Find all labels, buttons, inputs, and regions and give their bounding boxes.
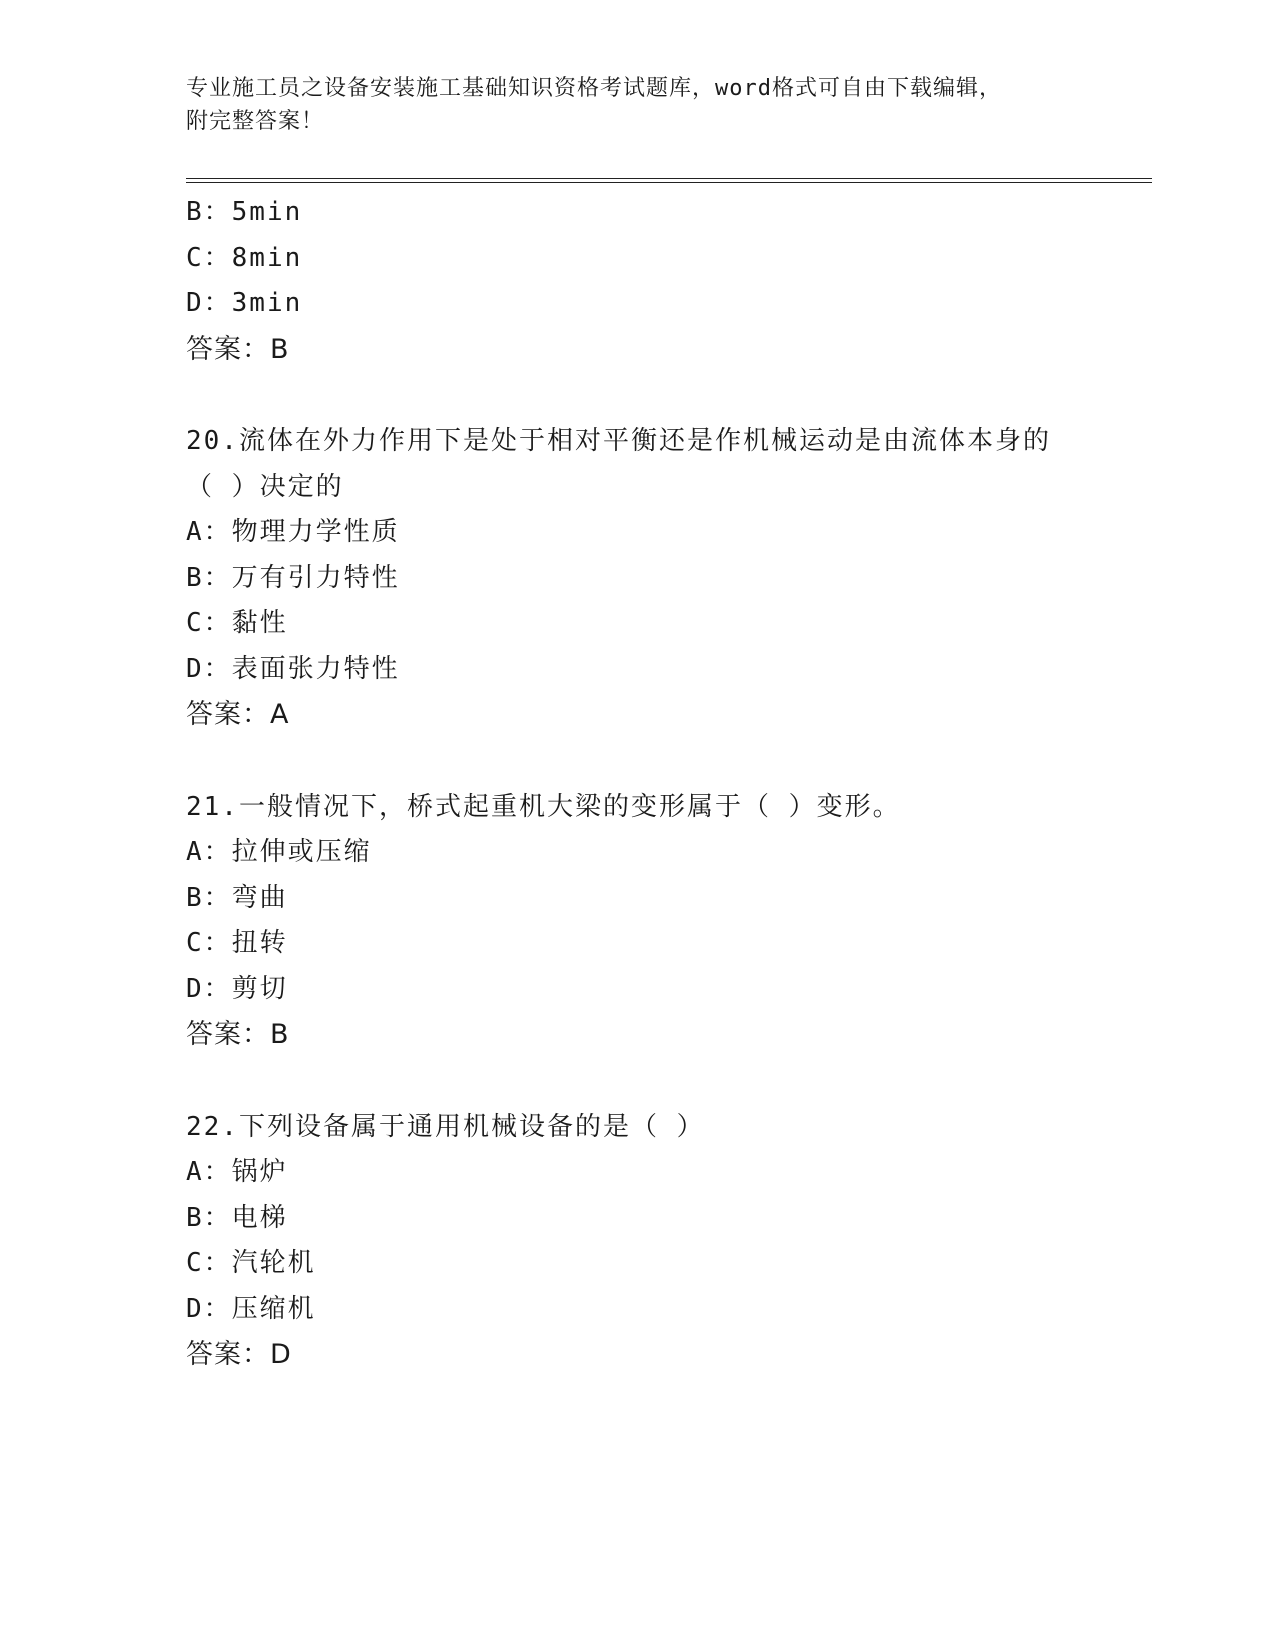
header-line-1: 专业施工员之设备安装施工基础知识资格考试题库，word格式可自由下载编辑， <box>186 76 1002 101</box>
option-b: B：万有引力特性 <box>186 562 400 593</box>
question-21 <box>186 785 1146 1058</box>
option-d: D：3min <box>186 288 303 318</box>
option-c: C：汽轮机 <box>186 1248 316 1278</box>
option-a: A：锅炉 <box>186 1157 288 1187</box>
question-stem: 21.一般情况下，桥式起重机大梁的变形属于（ ）变形。 <box>186 791 901 822</box>
answer: 答案：D <box>186 1339 292 1370</box>
option-c: C：8min <box>186 242 303 273</box>
option-b: B：电梯 <box>186 1202 288 1233</box>
header-divider <box>186 178 1152 183</box>
question-20 <box>186 419 1146 738</box>
option-d: D：剪切 <box>186 973 288 1004</box>
question-stem: 22.下列设备属于通用机械设备的是（ ） <box>186 1111 705 1142</box>
question-22 <box>186 1105 1146 1378</box>
option-b: B：5min <box>186 197 303 227</box>
option-c: C：黏性 <box>186 608 288 638</box>
question-stem: 20.流体在外力作用下是处于相对平衡还是作机械运动是由流体本身的 <box>186 426 1051 456</box>
option-d: D：压缩机 <box>186 1293 316 1324</box>
answer: 答案：B <box>186 333 290 365</box>
question-list <box>186 190 1146 1378</box>
question-stem-continued: （ ）决定的 <box>186 471 344 502</box>
option-c: C：扭转 <box>186 928 288 958</box>
answer: 答案：A <box>186 699 290 730</box>
option-b: B：弯曲 <box>186 882 288 913</box>
header-line-2: 附完整答案！ <box>186 109 325 134</box>
document-header <box>186 72 1086 138</box>
answer: 答案：B <box>186 1019 290 1050</box>
option-d: D：表面张力特性 <box>186 653 400 684</box>
option-a: A：拉伸或压缩 <box>186 837 372 867</box>
option-a: A：物理力学性质 <box>186 517 400 547</box>
question-19-tail <box>186 190 1146 372</box>
